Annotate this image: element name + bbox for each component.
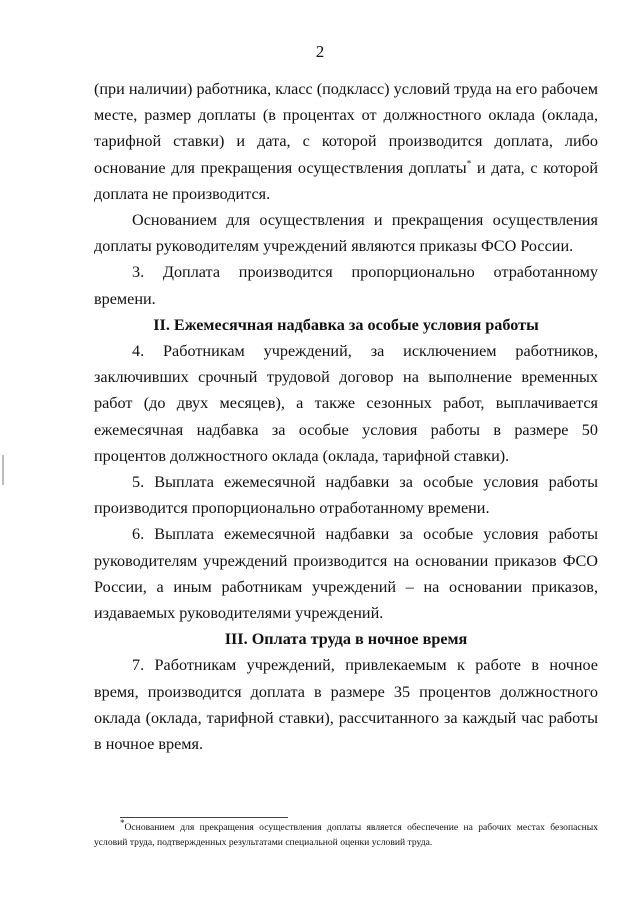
paragraph-1-text: (при наличии) работника, класс (подкласс) условий труда на его рабочем месте, размер доплаты (в процентах от должностного оклада (оклада, тарифной ставки) и дата, с которой производится доплата, либо основание для прекращения осуществления доплаты <box>94 80 598 177</box>
footnote-reference: * <box>466 158 472 169</box>
scan-edge-mark <box>2 455 4 485</box>
footnote <box>94 817 598 850</box>
paragraph-1 <box>94 76 598 207</box>
document-body <box>94 76 598 757</box>
paragraph-5: 5. Выплата ежемесячной надбавки за особые условия работы производится пропорционально отработанному времени. <box>94 473 598 518</box>
footnote-text: Основанием для прекращения осуществления доплаты является обеспечение на рабочих местах безопасных условий труда, подтвержденных результатами специальной оценки условий труда. <box>94 822 598 848</box>
paragraph-6: 6. Выплата ежемесячной надбавки за особые условия работы руководителям учреждений производится на основании приказов ФСО России, а иным работникам учреждений – на основании приказов, издаваемых руководителями учреждений. <box>94 525 598 623</box>
paragraph-3: 3. Доплата производится пропорционально отработанному времени. <box>94 263 598 308</box>
paragraph-1-end: и дата, с которой доплата не производится. <box>94 158 598 203</box>
paragraph-7: 7. Работникам учреждений, привлекаемым к работе в ночное время, производится доплата в размере 35 процентов должностного оклада (оклада, тарифной ставки), рассчитанного за каждый час работы в ночное время. <box>94 656 598 754</box>
paragraph-4: 4. Работникам учреждений, за исключением работников, заключивших срочный трудовой договор на выполнение временных работ (до двух месяцев), а также сезонных работ, выплачивается ежемесячная надбавка за особые условия работы в размере 50 процентов должностного оклада (оклада, тарифной ставки). <box>94 342 598 465</box>
page-number: 2 <box>315 42 325 61</box>
footnote-marker: * <box>120 817 125 828</box>
footnote-separator <box>120 817 288 818</box>
section-heading-2: II. Ежемесячная надбавка за особые условия работы <box>153 315 539 334</box>
section-heading-3: III. Оплата труда в ночное время <box>224 630 468 649</box>
paragraph-2: Основанием для осуществления и прекращения осуществления доплаты руководителям учреждений являются приказы ФСО России. <box>94 211 598 256</box>
